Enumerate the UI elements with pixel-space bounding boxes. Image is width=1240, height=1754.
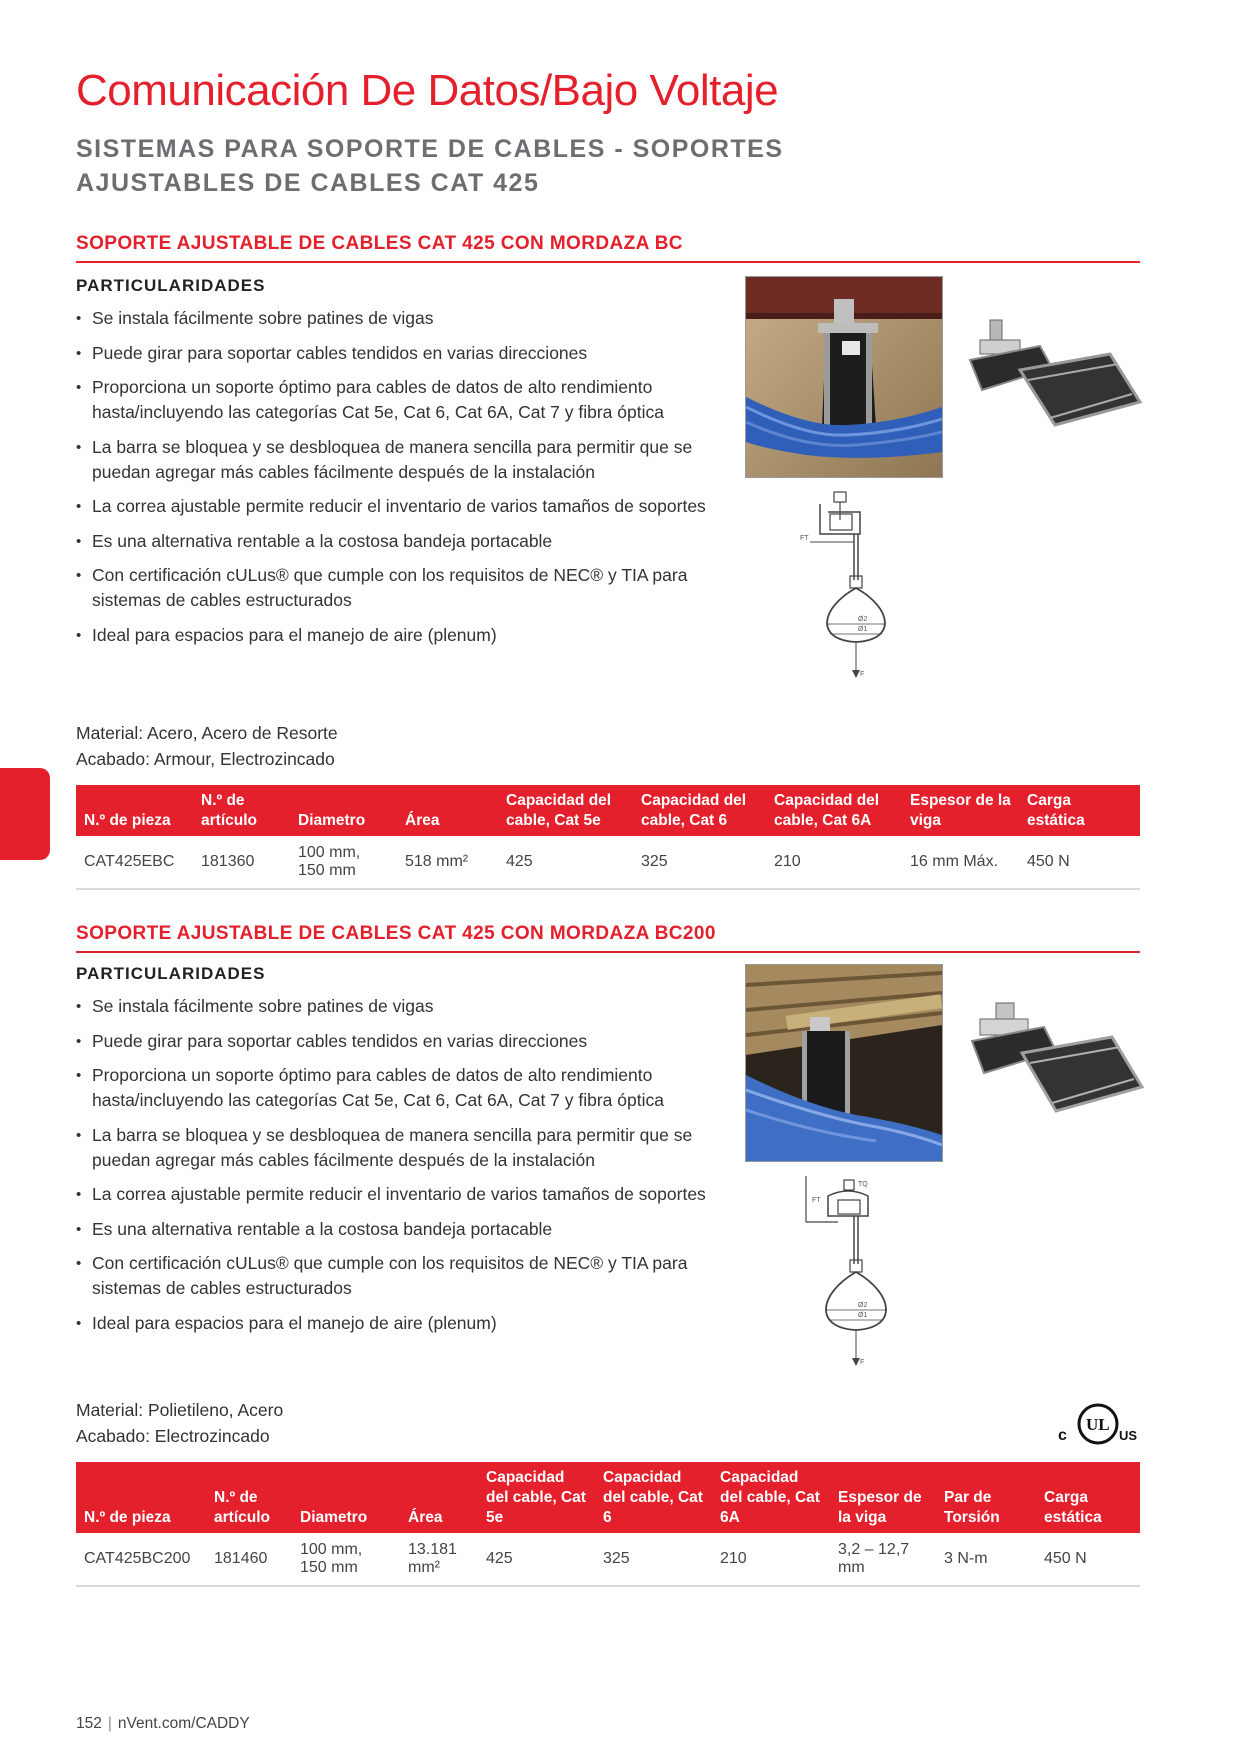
product-image-standalone xyxy=(960,995,1150,1125)
table-cell: 100 mm, 150 mm xyxy=(292,1533,400,1586)
spec-table-bc xyxy=(76,785,1140,890)
table-cell: 181360 xyxy=(193,836,290,889)
feature-item: • Proporciona un soporte óptimo para cables de datos de alto rendimiento hasta/incluyendo las categorías Cat 5e, Cat 6, Cat 6A, Cat 7 y fibra óptica xyxy=(76,375,716,425)
table-row xyxy=(76,836,1140,889)
col-header: Capacidad del cable, Cat 6A xyxy=(766,785,902,836)
table-header-row xyxy=(76,1462,1140,1533)
finish-text: Acabado: Armour, Electrozincado xyxy=(76,749,335,769)
table-cell: CAT425EBC xyxy=(76,836,193,889)
col-header: Capacidad del cable, Cat 6 xyxy=(595,1462,712,1533)
features-label: PARTICULARIDADES xyxy=(76,964,266,983)
table-cell: 210 xyxy=(712,1533,830,1586)
col-header: Área xyxy=(397,785,498,836)
page-subtitle: SISTEMAS PARA SOPORTE DE CABLES - SOPORTES AJUSTABLES DE CABLES CAT 425 xyxy=(76,135,784,197)
table-cell: 450 N xyxy=(1036,1533,1140,1586)
material-text: Material: Acero, Acero de Resorte xyxy=(76,723,338,743)
feature-item: • La barra se bloquea y se desbloquea de manera sencilla para permitir que se puedan agregar más cables fácilmente después de la instalación xyxy=(76,1123,716,1173)
table-cell: 325 xyxy=(633,836,766,889)
col-header: Espesor de la viga xyxy=(902,785,1019,836)
col-header: Capacidad del cable, Cat 5e xyxy=(498,785,633,836)
footer-url-link[interactable]: nVent.com/CADDY xyxy=(117,1715,250,1732)
footer-divider: | xyxy=(107,1715,112,1732)
page-number: 152 xyxy=(76,1715,102,1732)
col-header: Capacidad del cable, Cat 6 xyxy=(633,785,766,836)
feature-item: • Es una alternativa rentable a la costosa bandeja portacable xyxy=(76,529,716,554)
material-finish-2 xyxy=(76,1397,283,1449)
table-cell: 16 mm Máx. xyxy=(902,836,1019,889)
features-list xyxy=(76,306,716,657)
table-row xyxy=(76,1533,1140,1586)
table-cell: 425 xyxy=(498,836,633,889)
col-header: Carga estática xyxy=(1019,785,1140,836)
features-label: PARTICULARIDADES xyxy=(76,276,266,295)
diagram-label-f: F xyxy=(860,671,865,678)
diagram-label-ft: FT xyxy=(812,1197,821,1204)
feature-item: • Ideal para espacios para el manejo de aire (plenum) xyxy=(76,1311,716,1336)
col-header: N.º de artículo xyxy=(193,785,290,836)
col-header: N.º de pieza xyxy=(76,1462,206,1533)
page-title: Comunicación De Datos/Bajo Voltaje xyxy=(76,66,779,115)
table-cell: 518 mm² xyxy=(397,836,498,889)
diagram-label-d1: Ø1 xyxy=(858,1312,868,1319)
table-cell: 3 N-m xyxy=(936,1533,1036,1586)
table-cell: 181460 xyxy=(206,1533,292,1586)
feature-item: • Puede girar para soportar cables tendidos en varias direcciones xyxy=(76,341,716,366)
product-image-standalone xyxy=(960,310,1150,440)
section-heading-bc200: SOPORTE AJUSTABLE DE CABLES CAT 425 CON MORDAZA BC200 xyxy=(76,923,1140,953)
col-header: Diametro xyxy=(290,785,397,836)
feature-item: • Con certificación cULus® que cumple con los requisitos de NEC® y TIA para sistemas de cables estructurados xyxy=(76,563,716,613)
feature-item: • Con certificación cULus® que cumple con los requisitos de NEC® y TIA para sistemas de cables estructurados xyxy=(76,1251,716,1301)
feature-item: • Se instala fácilmente sobre patines de vigas xyxy=(76,306,716,331)
col-header: Diametro xyxy=(292,1462,400,1533)
diagram-label-d1: Ø1 xyxy=(858,626,868,633)
table-cell: 3,2 – 12,7 mm xyxy=(830,1533,936,1586)
technical-diagram-bc200 xyxy=(798,1172,918,1372)
col-header: Área xyxy=(400,1462,478,1533)
material-finish-1 xyxy=(76,720,338,772)
table-cell: CAT425BC200 xyxy=(76,1533,206,1586)
diagram-label-tq: TQ xyxy=(858,1181,868,1188)
feature-item: • La correa ajustable permite reducir el inventario de varios tamaños de soportes xyxy=(76,1182,716,1207)
feature-item: • Se instala fácilmente sobre patines de vigas xyxy=(76,994,716,1019)
section-tab-marker xyxy=(0,768,50,860)
feature-item: • Ideal para espacios para el manejo de aire (plenum) xyxy=(76,623,716,648)
spec-table-bc200 xyxy=(76,1462,1140,1587)
svg-text:US: US xyxy=(1119,1428,1138,1443)
table-cell: 13.181 mm² xyxy=(400,1533,478,1586)
diagram-label-f: F xyxy=(860,1359,865,1366)
svg-text:UL: UL xyxy=(1086,1415,1110,1434)
table-cell: 425 xyxy=(478,1533,595,1586)
material-text: Material: Polietileno, Acero xyxy=(76,1400,284,1420)
feature-item: • La correa ajustable permite reducir el inventario de varios tamaños de soportes xyxy=(76,494,716,519)
col-header: N.º de pieza xyxy=(76,785,193,836)
col-header: Capacidad del cable, Cat 6A xyxy=(712,1462,830,1533)
svg-text:c: c xyxy=(1058,1427,1067,1444)
table-header-row xyxy=(76,785,1140,836)
features-list xyxy=(76,994,716,1345)
table-cell: 210 xyxy=(766,836,902,889)
col-header: N.º de artículo xyxy=(206,1462,292,1533)
page-footer xyxy=(76,1715,250,1733)
diagram-label-d2: Ø2 xyxy=(858,1302,868,1309)
culus-certification-logo xyxy=(1056,1400,1140,1448)
section-heading-bc: SOPORTE AJUSTABLE DE CABLES CAT 425 CON MORDAZA BC xyxy=(76,233,1140,263)
product-photo-installed xyxy=(745,276,943,478)
diagram-label-d2: Ø2 xyxy=(858,616,868,623)
feature-item: • Puede girar para soportar cables tendidos en varias direcciones xyxy=(76,1029,716,1054)
col-header: Capacidad del cable, Cat 5e xyxy=(478,1462,595,1533)
diagram-label-ft: FT xyxy=(800,535,809,542)
feature-item: • Proporciona un soporte óptimo para cables de datos de alto rendimiento hasta/incluyendo las categorías Cat 5e, Cat 6, Cat 6A, Cat 7 y fibra óptica xyxy=(76,1063,716,1113)
table-cell: 100 mm, 150 mm xyxy=(290,836,397,889)
col-header: Espesor de la viga xyxy=(830,1462,936,1533)
product-photo-installed xyxy=(745,964,943,1162)
finish-text: Acabado: Electrozincado xyxy=(76,1426,270,1446)
feature-item: • La barra se bloquea y se desbloquea de manera sencilla para permitir que se puedan agregar más cables fácilmente después de la instalación xyxy=(76,435,716,485)
feature-item: • Es una alternativa rentable a la costosa bandeja portacable xyxy=(76,1217,716,1242)
table-cell: 325 xyxy=(595,1533,712,1586)
table-cell: 450 N xyxy=(1019,836,1140,889)
technical-diagram-bc xyxy=(800,490,910,685)
col-header: Carga estática xyxy=(1036,1462,1140,1533)
col-header: Par de Torsión xyxy=(936,1462,1036,1533)
